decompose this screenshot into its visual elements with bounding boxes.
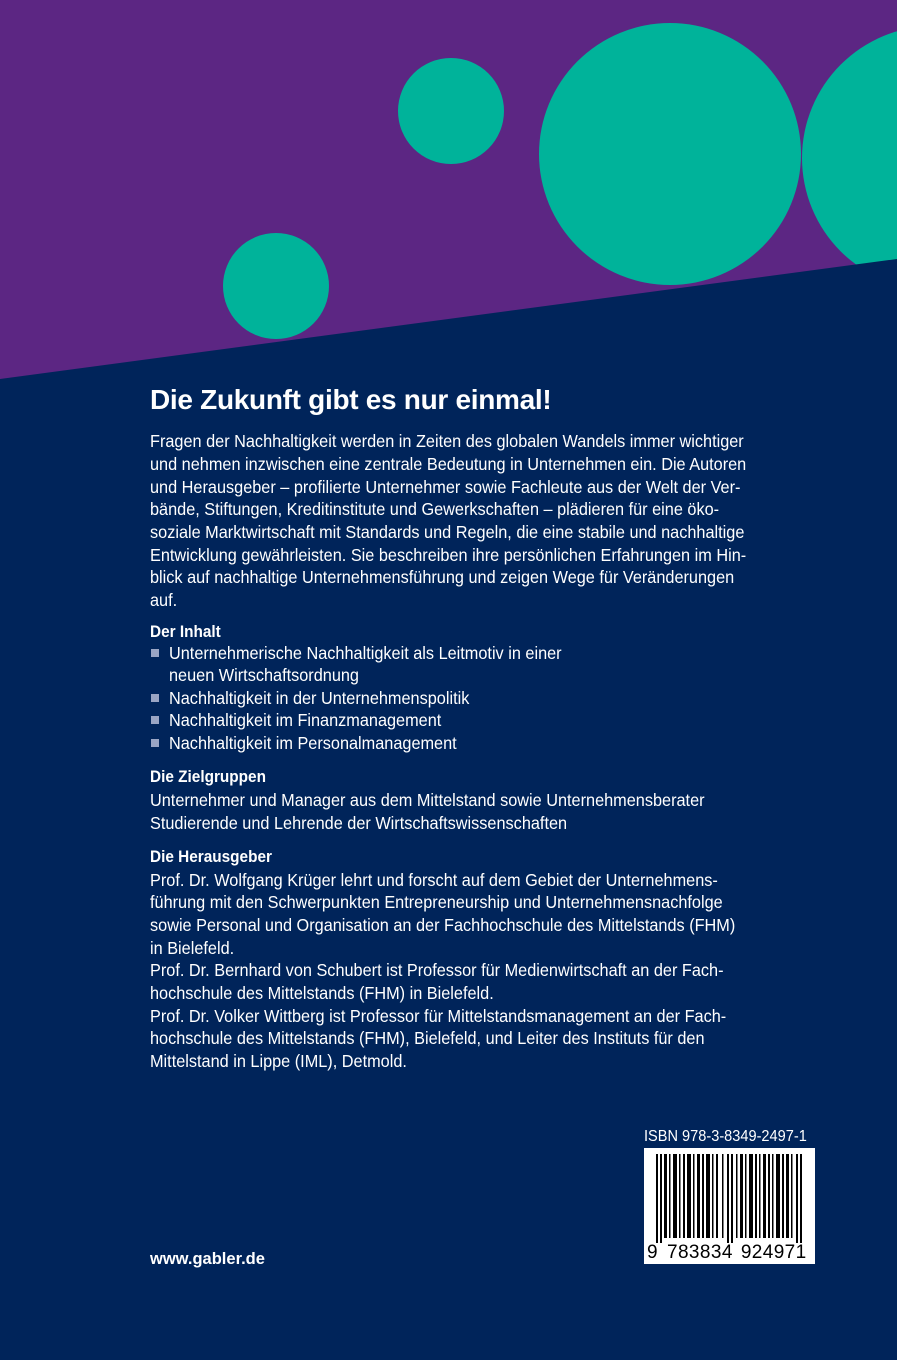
cover-headline: Die Zukunft gibt es nur einmal!: [150, 384, 552, 415]
publisher-url-link[interactable]: www.gabler.de: [150, 1250, 265, 1268]
barcode-digits: [647, 1243, 813, 1263]
editors-line: in Bielefeld.: [150, 938, 235, 958]
teal-circle-middle: [398, 58, 504, 164]
list-item-text: Nachhaltigkeit in der Unternehmenspolitik: [169, 688, 470, 708]
barcode-bars-icon: [656, 1154, 804, 1250]
editors-line: führung mit den Schwerpunkten Entrepreneurship und Unternehmensnachfolge: [150, 892, 723, 912]
target-groups-line: Studierende und Lehrende der Wirtschaftswissenschaften: [150, 813, 568, 833]
square-bullet-icon: [151, 694, 159, 702]
list-item-text: neuen Wirtschaftsordnung: [169, 665, 359, 685]
list-item-text: Nachhaltigkeit im Finanzmanagement: [169, 710, 442, 730]
editors-line: hochschule des Mittelstands (FHM), Bielefeld, und Leiter des Instituts für den: [150, 1028, 705, 1048]
intro-line: bände, Stiftungen, Kreditinstitute und Gewerkschaften – plädieren für eine öko-: [150, 499, 720, 519]
list-item-text: Nachhaltigkeit im Personalmanagement: [169, 733, 457, 753]
editors-line: hochschule des Mittelstands (FHM) in Bielefeld.: [150, 983, 494, 1003]
intro-line: Fragen der Nachhaltigkeit werden in Zeiten des globalen Wandels immer wichtiger: [150, 431, 744, 451]
list-item-text: Unternehmerische Nachhaltigkeit als Leitmotiv in einer: [169, 643, 562, 663]
teal-circle-large: [539, 23, 801, 285]
barcode-digit-group: 783834: [667, 1242, 733, 1263]
intro-line: auf.: [150, 590, 178, 610]
target-groups-heading: Die Zielgruppen: [150, 768, 266, 786]
square-bullet-icon: [151, 739, 159, 747]
editors-heading: Die Herausgeber: [150, 848, 272, 866]
intro-line: blick auf nachhaltige Unternehmensführung und zeigen Wege für Veränderungen: [150, 567, 735, 587]
square-bullet-icon: [151, 716, 159, 724]
editors-line: Prof. Dr. Bernhard von Schubert ist Professor für Medienwirtschaft an der Fach-: [150, 960, 724, 980]
intro-line: und nehmen inzwischen eine zentrale Bedeutung in Unternehmen ein. Die Autoren: [150, 454, 747, 474]
intro-line: Entwicklung gewährleisten. Sie beschreiben ihre persönlichen Erfahrungen im Hin-: [150, 545, 747, 565]
intro-line: und Herausgeber – profilierte Unternehmer sowie Fachleute aus der Welt der Ver-: [150, 477, 741, 497]
editors-line: Prof. Dr. Wolfgang Krüger lehrt und forscht auf dem Gebiet der Unternehmens-: [150, 870, 718, 890]
editors-line: sowie Personal und Organisation an der Fachhochschule des Mittelstands (FHM): [150, 915, 736, 935]
cover-artwork: [0, 0, 897, 400]
editors-line: Prof. Dr. Volker Wittberg ist Professor für Mittelstandsmanagement an der Fach-: [150, 1006, 727, 1026]
intro-line: soziale Marktwirtschaft mit Standards und Regeln, die eine stabile und nachhaltige: [150, 522, 745, 542]
target-groups-line: Unternehmer und Manager aus dem Mittelstand sowie Unternehmensberater: [150, 790, 705, 810]
editors-line: Mittelstand in Lippe (IML), Detmold.: [150, 1051, 407, 1071]
isbn-label: ISBN 978-3-8349-2497-1: [644, 1128, 807, 1145]
square-bullet-icon: [151, 649, 159, 657]
barcode-digit-group: 924971: [740, 1242, 807, 1263]
barcode: [644, 1148, 815, 1264]
barcode-lead-digit: 9: [647, 1243, 663, 1263]
contents-heading: Der Inhalt: [150, 623, 221, 641]
teal-circle-small: [223, 233, 329, 339]
